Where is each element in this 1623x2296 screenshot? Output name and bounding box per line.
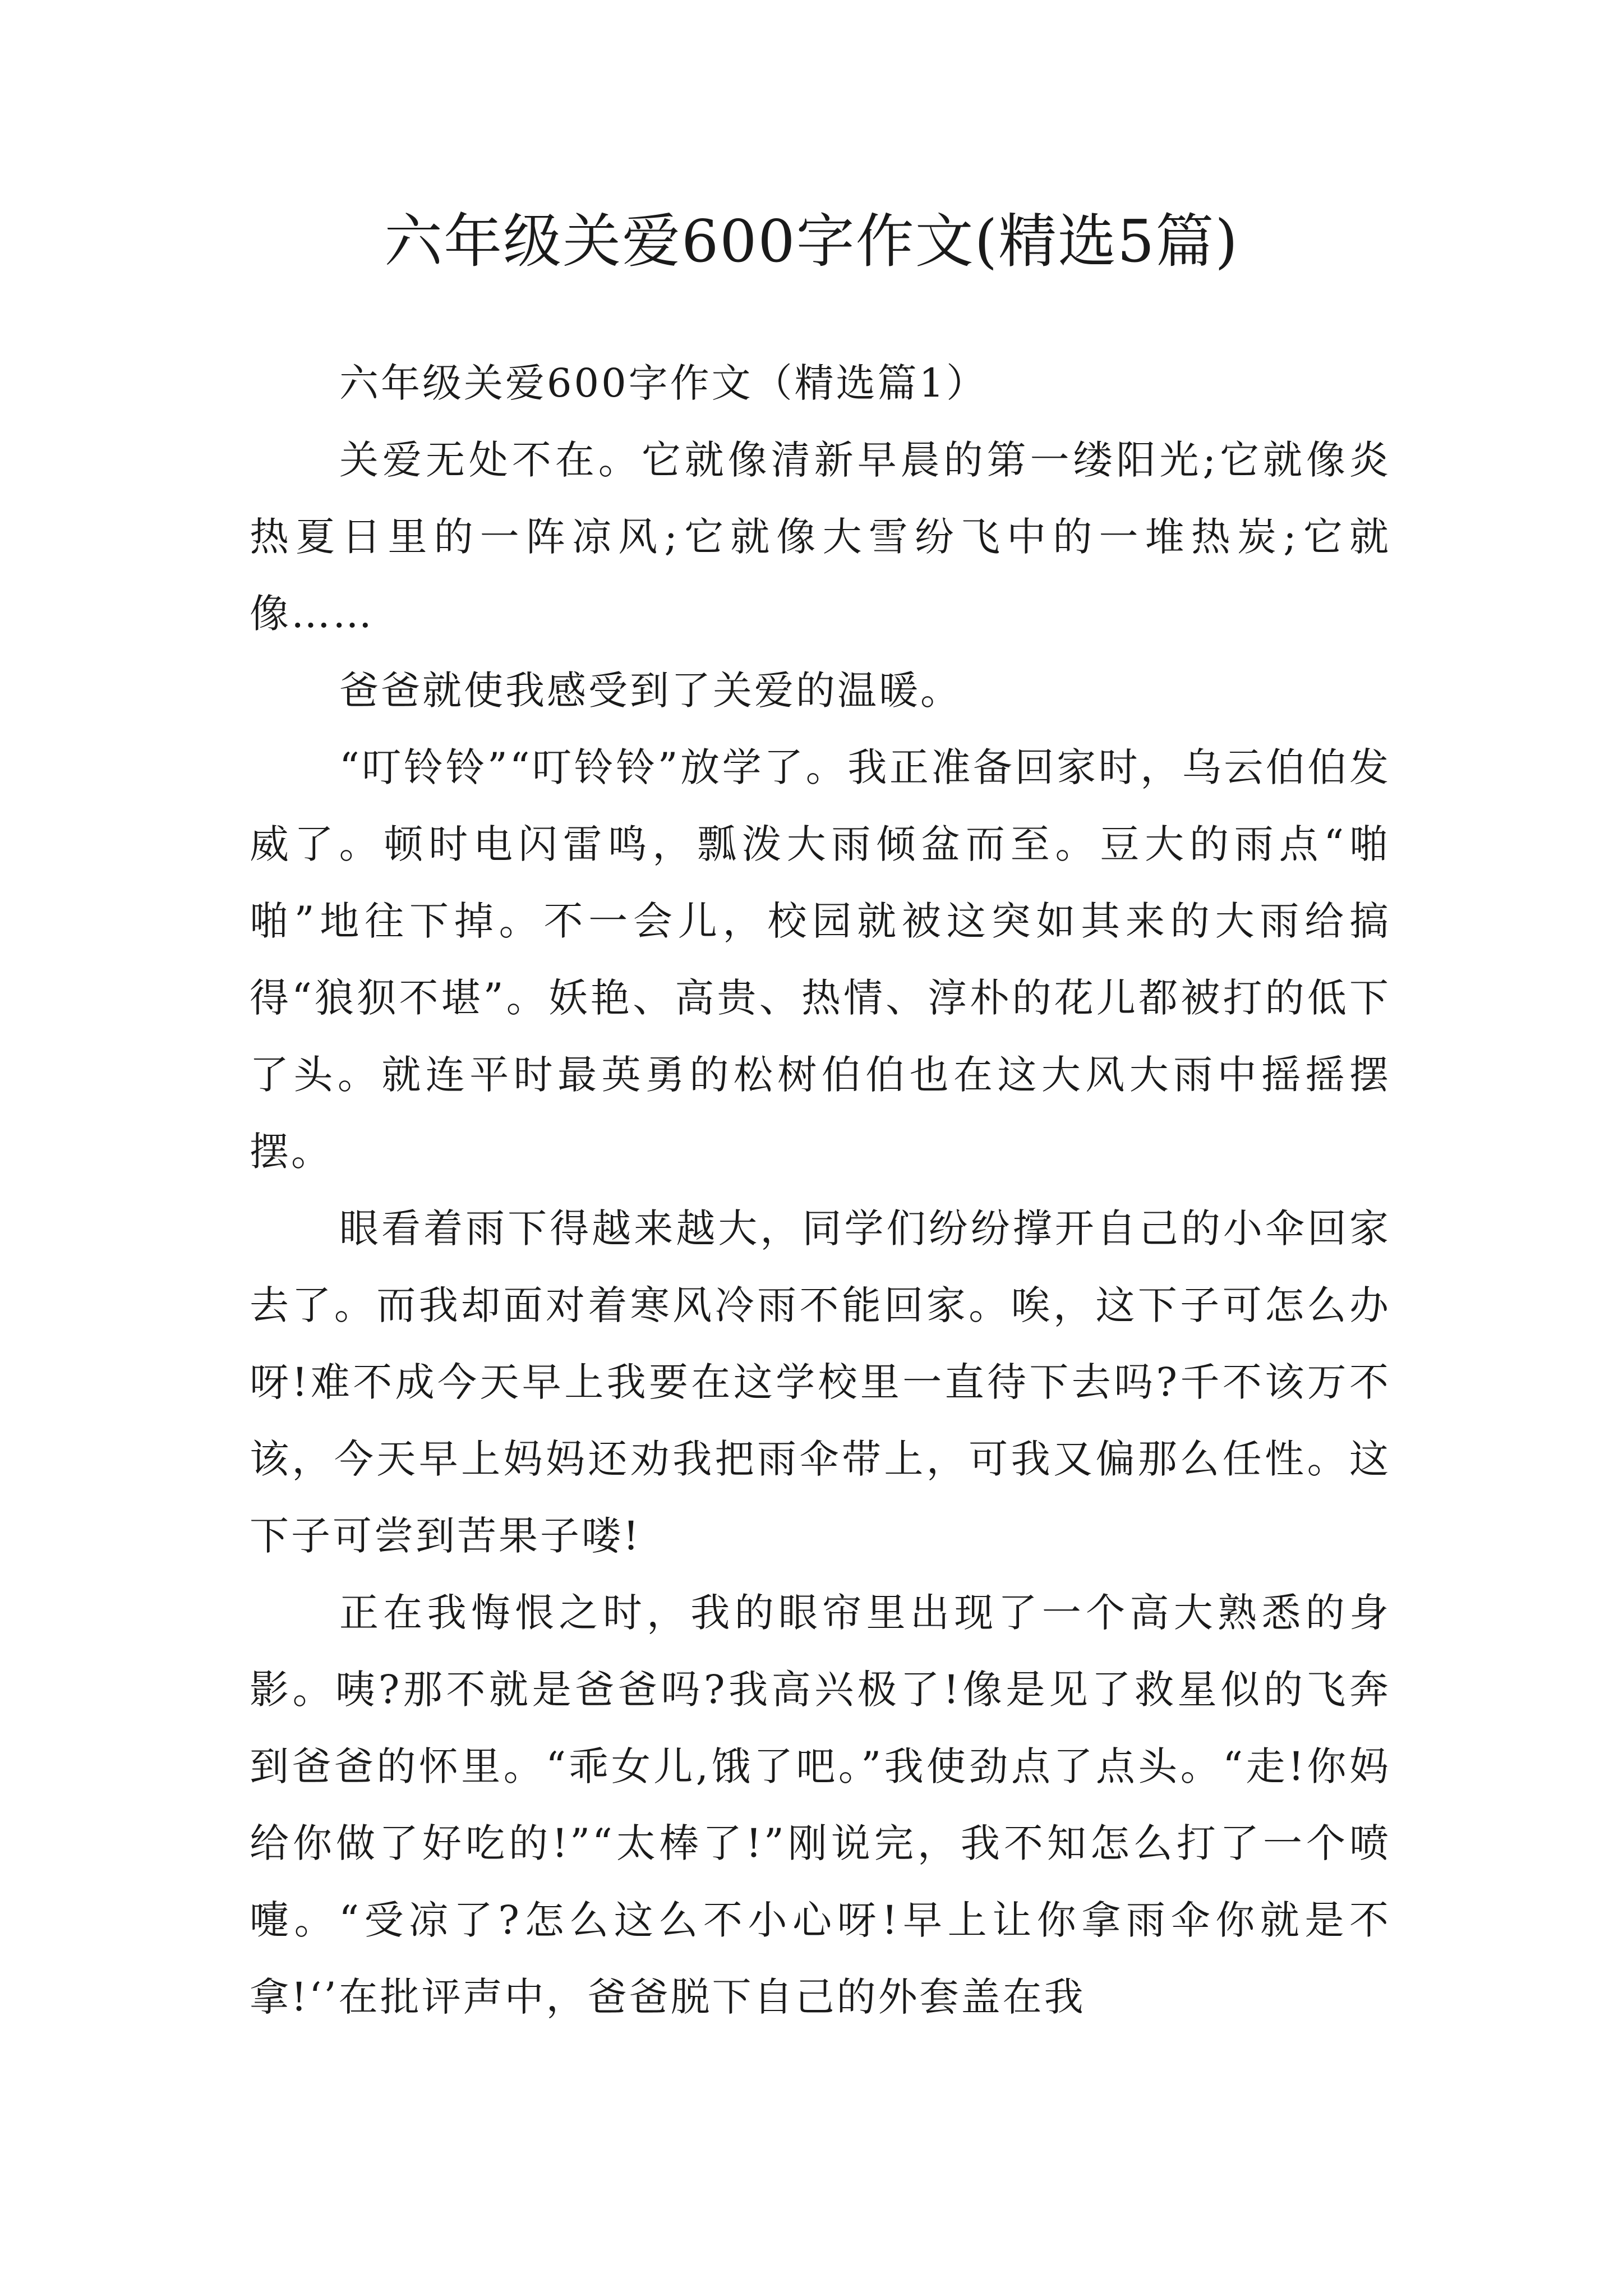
document-body [250,345,1391,2036]
paragraph: 正在我悔恨之时，我的眼帘里出现了一个高大熟悉的身影。咦?那不就是爸爸吗?我高兴极了!像是见了救星似的飞奔到爸爸的怀里。“乖女儿,饿了吧。”我使劲点了点头。“走!你妈给你做了好吃的!”“太棒了!”刚说完，我不知怎么打了一个喷嚏。“受凉了?怎么这么不小心呀!早上让你拿雨伞你就是不拿!‘’在批评声中，爸爸脱下自己的外套盖在我 [250,1590,1391,2020]
paragraph: 眼看着雨下得越来越大，同学们纷纷撑开自己的小伞回家去了。而我却面对着寒风冷雨不能回家。唉，这下子可怎么办呀!难不成今天早上我要在这学校里一直待下去吗?千不该万不该，今天早上妈妈还劝我把雨伞带上，可我又偏那么任性。这下子可尝到苦果子喽! [250,1205,1391,1559]
paragraph: 关爱无处不在。它就像清新早晨的第一缕阳光;它就像炎热夏日里的一阵凉风;它就像大雪纷飞中的一堆热炭;它就像…… [250,437,1391,637]
document-title: 六年级关爱600字作文(精选5篇) [384,207,1239,275]
paragraph: 爸爸就使我感受到了关爱的温暖。 [339,668,962,714]
paragraph: “叮铃铃”“叮铃铃”放学了。我正准备回家时，乌云伯伯发威了。顿时电闪雷鸣，瓢泼大雨倾盆而至。豆大的雨点“啪啪”地往下掉。不一会儿，校园就被这突如其来的大雨给搞得“狼狈不堪”。妖艳、高贵、热情、淳朴的花儿都被打的低下了头。就连平时最英勇的松树伯伯也在这大风大雨中摇摇摆摆。 [250,744,1391,1175]
section-heading: 六年级关爱600字作文（精选篇1） [339,360,988,406]
